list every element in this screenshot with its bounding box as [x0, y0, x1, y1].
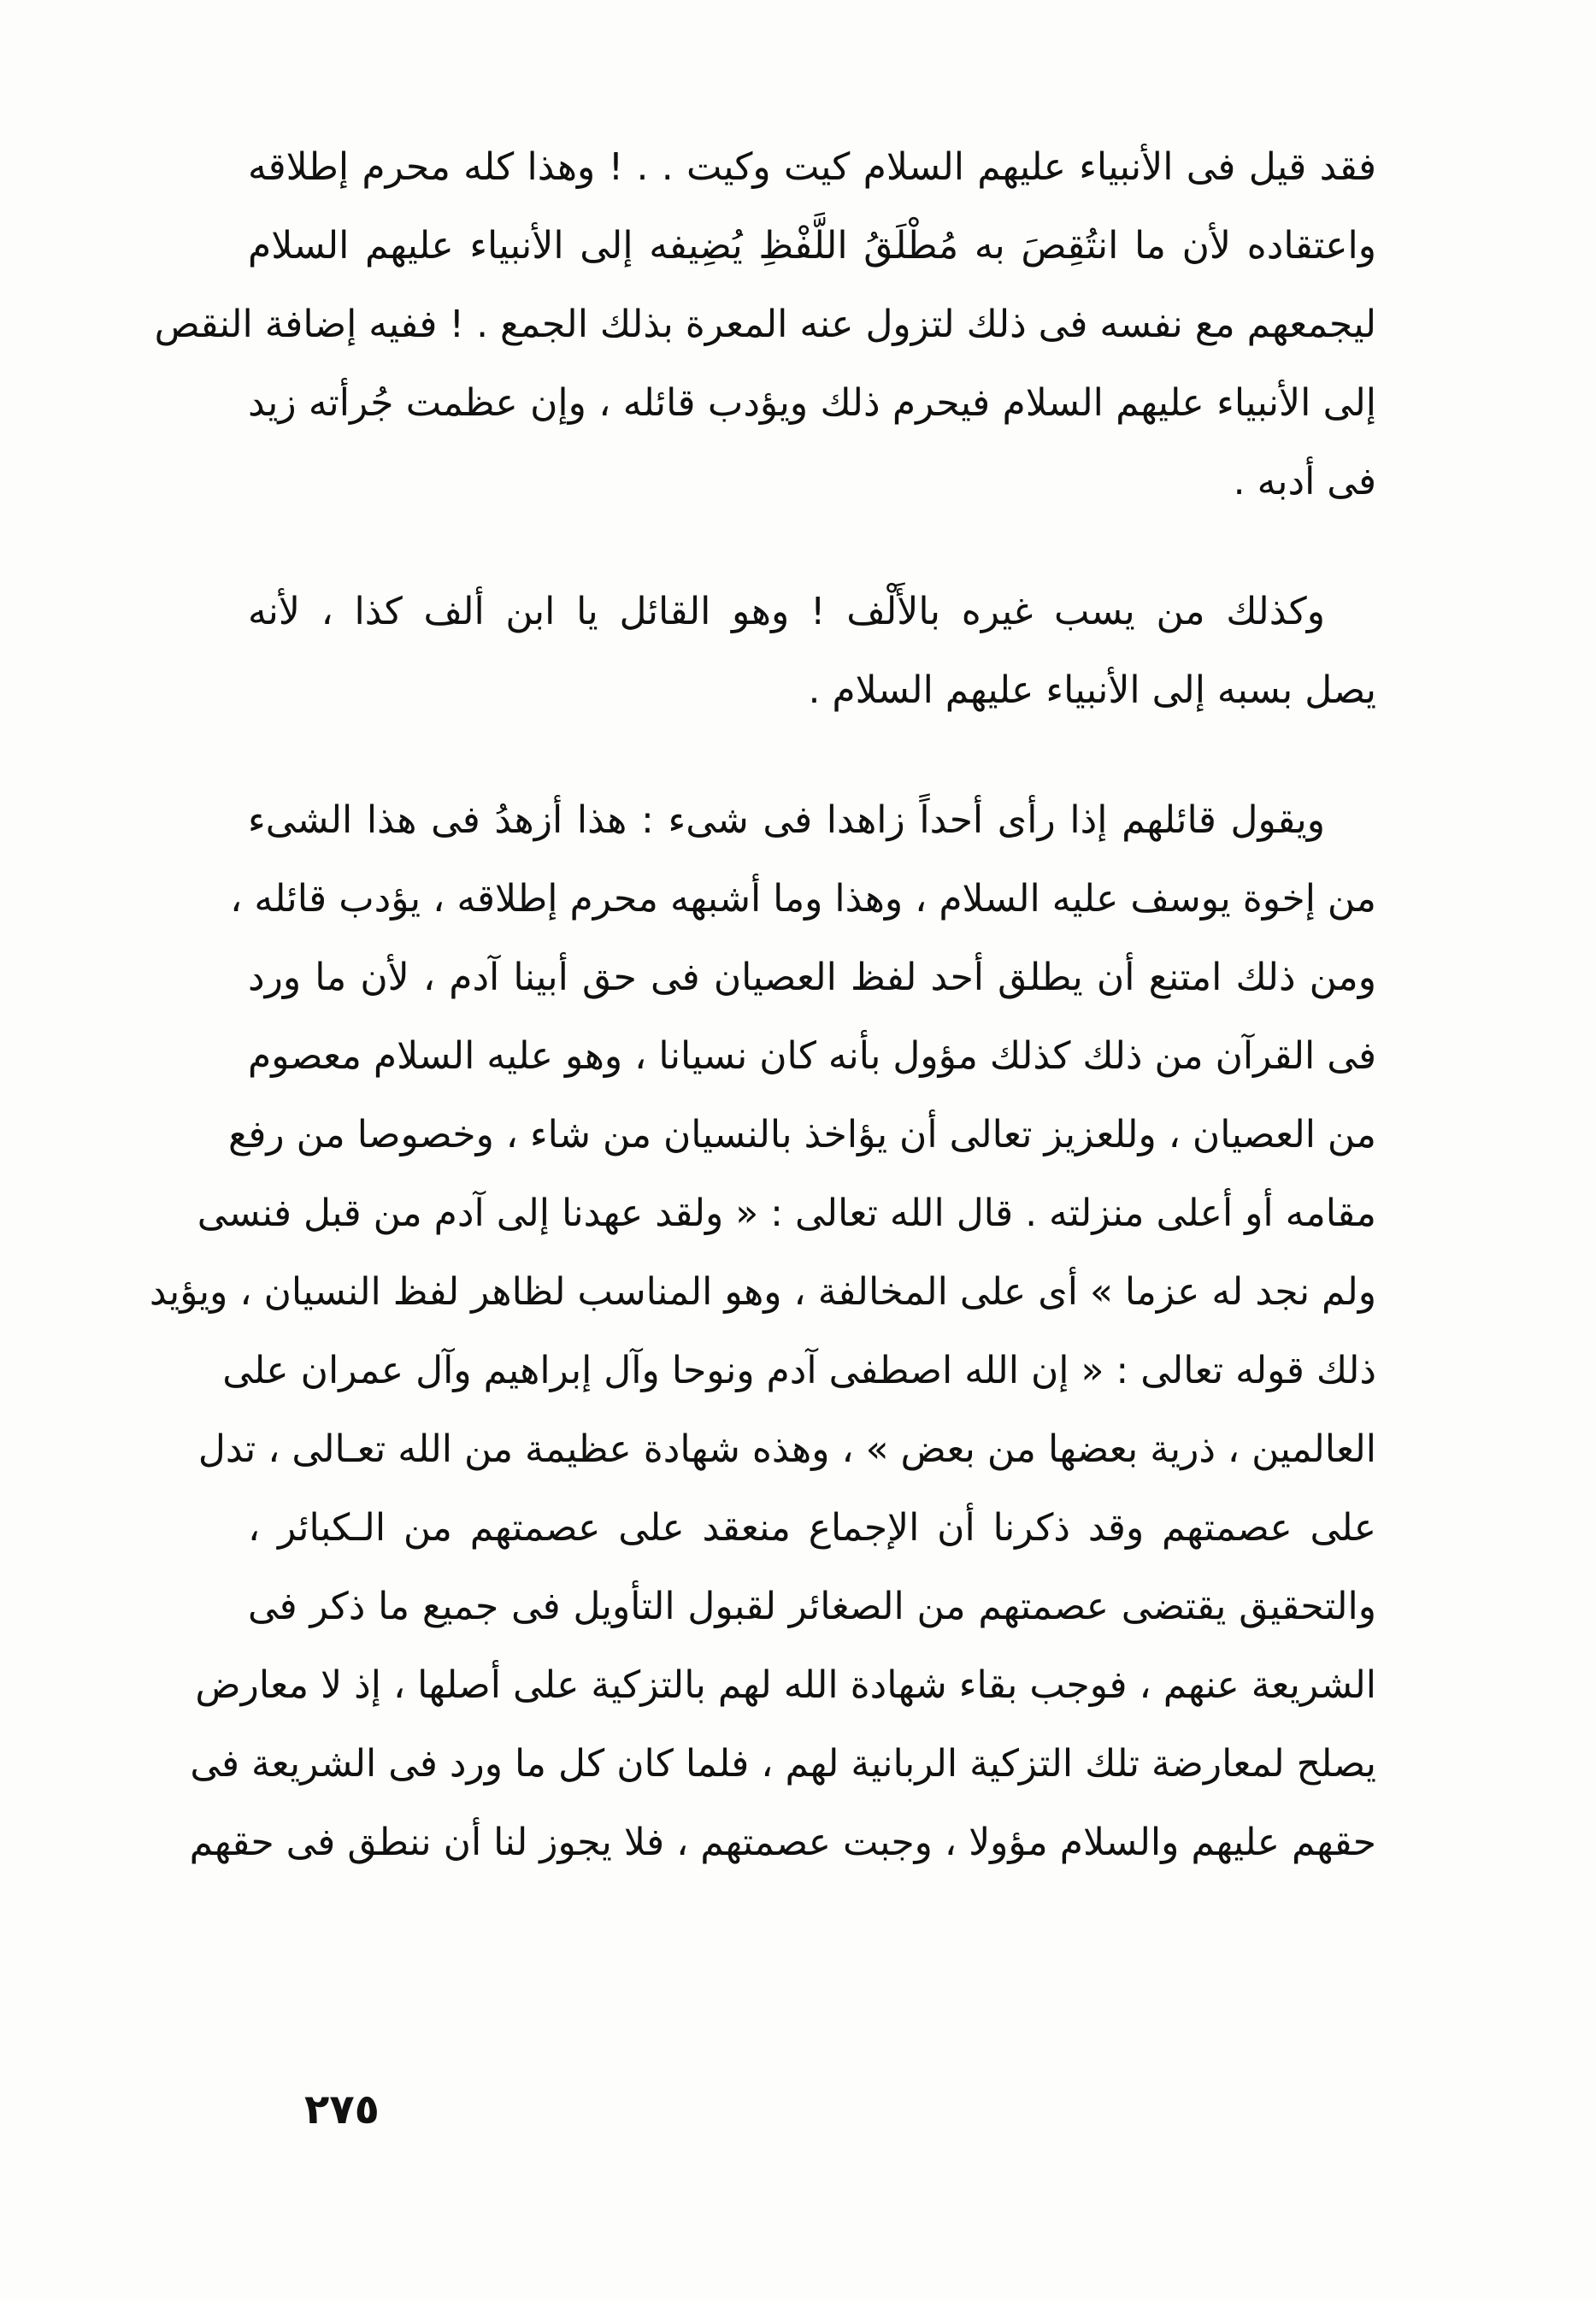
text-line: ولم نجد له عزما » أى على المخالفة ، وهو المناسب لظاهر لفظ النسيان ، ويؤيد [149, 1270, 1376, 1314]
text-line: الشريعة عنهم ، فوجب بقاء شهادة الله لهم بالتزكية على أصلها ، إذ لا معارض [195, 1663, 1376, 1707]
text-line: ويقول قائلهم إذا رأى أحداً زاهدا فى شىء : هذا أزهدُ فى هذا الشىء [248, 798, 1325, 842]
page-body-text [149, 128, 1376, 1882]
text-line: واعتقاده لأن ما انتُقِصَ به مُطْلَقُ اللَّفْظِ يُضِيفه إلى الأنبياء عليهم السلام [248, 224, 1376, 268]
paragraph-1 [154, 128, 1376, 521]
text-line: ومن ذلك امتنع أن يطلق أحد لفظ العصيان فى حق أبينا آدم ، لأن ما ورد [248, 956, 1376, 999]
text-line: على عصمتهم وقد ذكرنا أن الإجماع منعقد على عصمتهم من الـكبائر ، [248, 1506, 1376, 1550]
text-line: ذلك قوله تعالى : « إن الله اصطفى آدم ونوحا وآل إبراهيم وآل عمران على [222, 1349, 1376, 1392]
text-line: العالمين ، ذرية بعضها من بعض » ، وهذه شهادة عظيمة من الله تعـالى ، تدل [197, 1427, 1376, 1471]
text-line: يصل بسبه إلى الأنبياء عليهم السلام . [808, 668, 1376, 712]
text-line: فى أدبه . [1233, 460, 1376, 503]
paragraph-3 [149, 781, 1376, 1882]
text-line: مقامه أو أعلى منزلته . قال الله تعالى : « ولقد عهدنا إلى آدم من قبل فنسى [197, 1192, 1376, 1235]
text-line: فقد قيل فى الأنبياء عليهم السلام كيت وكيت . . ! وهذا كله محرم إطلاقه [248, 145, 1376, 189]
paragraph-2 [248, 573, 1376, 730]
text-line: من إخوة يوسف عليه السلام ، وهذا وما أشبهه محرم إطلاقه ، يؤدب قائله ، [230, 877, 1376, 921]
text-line: من العصيان ، وللعزيز تعالى أن يؤاخذ بالنسيان من شاء ، وخصوصا من رفع [227, 1113, 1376, 1156]
text-line: حقهم عليهم والسلام مؤولا ، وجبت عصمتهم ، فلا يجوز لنا أن ننطق فى حقهم [189, 1821, 1376, 1864]
page-number: ٢٧٥ [304, 2086, 380, 2133]
text-line: إلى الأنبياء عليهم السلام فيحرم ذلك ويؤدب قائله ، وإن عظمت جُرأته زيد [248, 381, 1376, 425]
text-line: والتحقيق يقتضى عصمتهم من الصغائر لقبول التأويل فى جميع ما ذكر فى [248, 1585, 1376, 1628]
text-line: وكذلك من يسب غيره بالأَلْف ! وهو القائل يا ابن ألف كذا ، لأنه [248, 590, 1325, 633]
text-line: ليجمعهم مع نفسه فى ذلك لتزول عنه المعرة بذلك الجمع . ! ففيه إضافة النقص [154, 303, 1376, 346]
text-line: فى القرآن من ذلك كذلك مؤول بأنه كان نسيانا ، وهو عليه السلام معصوم [248, 1034, 1376, 1078]
text-line: يصلح لمعارضة تلك التزكية الربانية لهم ، فلما كان كل ما ورد فى الشريعة فى [190, 1742, 1376, 1786]
